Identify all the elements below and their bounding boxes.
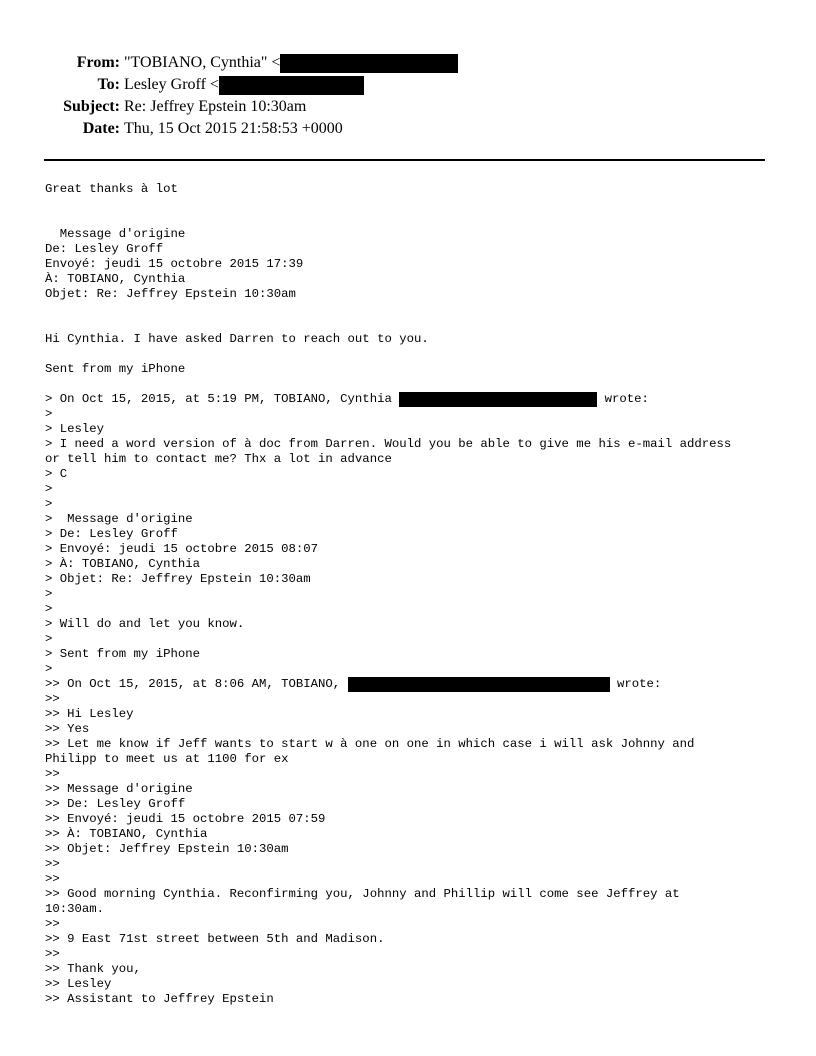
body-line bbox=[45, 347, 785, 362]
to-label: To: bbox=[97, 76, 120, 93]
to-name: Lesley Groff < bbox=[124, 76, 219, 93]
body-line: >> bbox=[45, 692, 60, 706]
body-line: > bbox=[45, 407, 53, 421]
body-line bbox=[45, 377, 785, 392]
body-line: >> bbox=[45, 917, 60, 931]
header-subject bbox=[0, 96, 816, 118]
header-date bbox=[0, 118, 816, 140]
body-line: >> bbox=[45, 767, 60, 781]
body-line-text: > On Oct 15, 2015, at 5:19 PM, TOBIANO, Cynthia bbox=[45, 392, 400, 406]
body-line: > bbox=[45, 602, 53, 616]
body-line: >> Assistant to Jeffrey Epstein bbox=[45, 992, 274, 1006]
body-line: >> Lesley bbox=[45, 977, 112, 991]
header-divider bbox=[44, 159, 765, 161]
body-line: Objet: Re: Jeffrey Epstein 10:30am bbox=[45, 287, 296, 301]
body-line: >> Yes bbox=[45, 722, 90, 736]
redaction-bar bbox=[280, 54, 458, 73]
body-line: > bbox=[45, 497, 53, 511]
body-line: > I need a word version of à doc from Darren. Would you be able to give me his e-mail address bbox=[45, 437, 732, 451]
body-line: > Envoyé: jeudi 15 octobre 2015 08:07 bbox=[45, 542, 319, 556]
date-label: Date: bbox=[82, 120, 120, 137]
body-line: De: Lesley Groff bbox=[45, 242, 164, 256]
body-line: >> Envoyé: jeudi 15 octobre 2015 07:59 bbox=[45, 812, 326, 826]
body-line: > Message d'origine bbox=[45, 512, 193, 526]
body-line: >> À: TOBIANO, Cynthia bbox=[45, 827, 208, 841]
body-line: >> Message d'origine bbox=[45, 782, 193, 796]
body-line: >> Good morning Cynthia. Reconfirming you, Johnny and Phillip will come see Jeffrey at bbox=[45, 887, 680, 901]
body-line: >> bbox=[45, 947, 60, 961]
subject-label: Subject: bbox=[63, 98, 120, 115]
body-line bbox=[45, 317, 785, 332]
body-line-text: wrote: bbox=[609, 677, 662, 691]
body-line bbox=[45, 212, 785, 227]
body-line: Message d'origine bbox=[45, 227, 186, 241]
body-line: >> Thank you, bbox=[45, 962, 141, 976]
subject-value: Re: Jeffrey Epstein 10:30am bbox=[124, 98, 307, 115]
body-line bbox=[45, 392, 785, 407]
from-name: "TOBIANO, Cynthia" < bbox=[124, 54, 281, 71]
body-line: > bbox=[45, 587, 53, 601]
body-line-text: wrote: bbox=[597, 392, 649, 406]
from-value bbox=[124, 52, 458, 74]
body-line: Hi Cynthia. I have asked Darren to reach out to you. bbox=[45, 332, 429, 346]
body-line: >> De: Lesley Groff bbox=[45, 797, 186, 811]
body-line: >> 9 East 71st street between 5th and Madison. bbox=[45, 932, 385, 946]
body-line bbox=[45, 677, 785, 692]
body-line: > Sent from my iPhone bbox=[45, 647, 200, 661]
body-line: >> bbox=[45, 857, 60, 871]
from-label: From: bbox=[76, 54, 120, 71]
body-line: >> Hi Lesley bbox=[45, 707, 134, 721]
body-line: À: TOBIANO, Cynthia bbox=[45, 272, 186, 286]
body-line: >> bbox=[45, 872, 60, 886]
body-line: >> Objet: Jeffrey Epstein 10:30am bbox=[45, 842, 289, 856]
body-line: > De: Lesley Groff bbox=[45, 527, 178, 541]
body-line: > Objet: Re: Jeffrey Epstein 10:30am bbox=[45, 572, 311, 586]
body-line: Sent from my iPhone bbox=[45, 362, 186, 376]
body-line bbox=[45, 302, 785, 317]
header-to bbox=[0, 74, 816, 96]
date-value: Thu, 15 Oct 2015 21:58:53 +0000 bbox=[124, 120, 343, 137]
header-from bbox=[0, 52, 816, 74]
body-line: > C bbox=[45, 467, 68, 481]
redaction-bar bbox=[219, 76, 364, 95]
body-line: Envoyé: jeudi 15 octobre 2015 17:39 bbox=[45, 257, 304, 271]
body-line: Great thanks à lot bbox=[45, 182, 178, 196]
body-line: 10:30am. bbox=[45, 902, 105, 916]
to-value bbox=[124, 74, 364, 96]
body-line: > À: TOBIANO, Cynthia bbox=[45, 557, 200, 571]
body-line: > Lesley bbox=[45, 422, 105, 436]
body-line: > bbox=[45, 482, 53, 496]
body-line bbox=[45, 197, 785, 212]
body-line: >> Let me know if Jeff wants to start w à one on one in which case i will ask Johnny and bbox=[45, 737, 695, 751]
body-line: or tell him to contact me? Thx a lot in advance bbox=[45, 452, 392, 466]
body-line: > bbox=[45, 632, 53, 646]
body-line: Philipp to meet us at 1100 for ex bbox=[45, 752, 289, 766]
redaction-bar bbox=[399, 392, 597, 407]
redaction-bar bbox=[348, 677, 610, 692]
body-line: > bbox=[45, 662, 53, 676]
body-line-text: >> On Oct 15, 2015, at 8:06 AM, TOBIANO, bbox=[45, 677, 348, 691]
email-body bbox=[45, 182, 785, 1007]
body-line: > Will do and let you know. bbox=[45, 617, 245, 631]
